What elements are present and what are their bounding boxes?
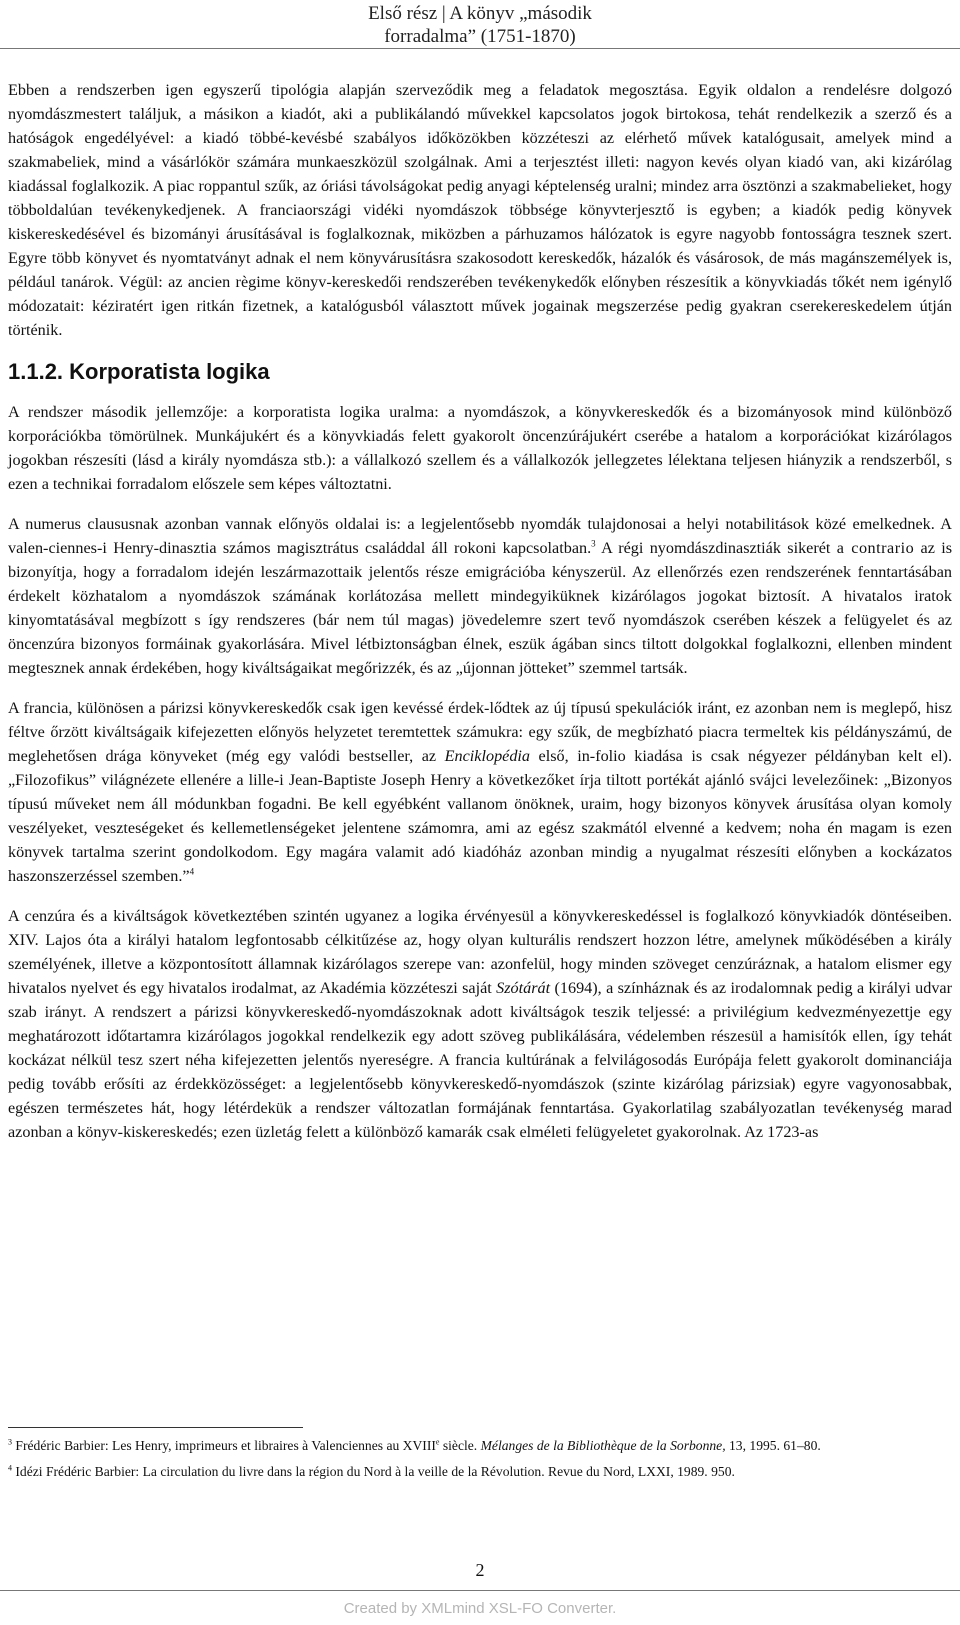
paragraph-5 — [8, 904, 952, 1144]
footnote-4 — [8, 1462, 952, 1482]
footnote-3-superscript: e — [435, 1437, 440, 1447]
footnote-divider — [8, 1427, 303, 1428]
paragraph-5-text-b: (1694), a színháznak és az irodalomnak pedig a királyi udvar szab irányt. A rendszert a párizsi könyvkereskedő-nyomdászoknak adott kiváltságok teszik teljessé: a privilégium kedvezményezettje egy meghatározott időtartamra kizárólagos jogokkal rendelkezik egy adott szöveg publikálására, védelemben részesül a hamisítók ellen, így tehát kockázat nélkül tesz szert néha kifejezetten jelentős nyereségre. A francia kultúrának a felvilágosodás Európája felett gyakorolt dominanciája pedig tovább erősíti az érdekközösséget: a legjelentősebb könyvkereskedő-nyomdászok (szinte kizárólag párizsiak) egyre vagyonosabbak, egészen természetes hát, hogy létérdekük a rendszer változatlan formájának fenntartása. Gyakorlatilag szabályozatlan tevékenység marad azonban a könyv-kiskereskedés; ezen üzletág felett a különböző kamarák csak elméleti felügyeletet gyakorolnak. Az 1723-as — [8, 979, 952, 1141]
paragraph-3-text-b: A régi nyomdászdinasztiák sikerét — [595, 539, 837, 557]
section-heading: 1.1.2. Korporatista logika — [8, 359, 270, 384]
paragraph-5-text-a: A cenzúra és a kiváltságok következtében szintén ugyanez a logika érvényesül a könyvkereskedéssel is foglalkozó könyvkiadók döntéseiben. XIV. Lajos óta a királyi hatalom legfontosabb célkitűzése az, hogy olyan kulturális rendszert hozzon létre, amelynek működésében a király személyének, illetve a központosított államnak kizárólagos szerepe van: azonfelül, hogy minden szöveget cenzúráznak, a hatalom elismer egy hivatalos nyelvet és egy hivatalos irodalmat, az Akadémia közzéteszi saját — [8, 907, 952, 997]
footnote-ref-4[interactable]: 4 — [189, 866, 195, 877]
footnote-ref-3[interactable]: 3 — [591, 538, 596, 549]
footnote-3-text-b: siècle. — [439, 1438, 481, 1453]
paragraph-3 — [8, 512, 952, 680]
footnote-4-text: Idézi Frédéric Barbier: La circulation du livre dans la région du Nord à la veille de la Révolution. Revue du Nord, LXXI, 1989. 950. — [12, 1464, 735, 1479]
footer-divider — [0, 1590, 960, 1591]
paragraph-3-text-c: az is bizonyítja, hogy a forradalom idején leszármazottaik jelentős része emigrációba kényszerül. Az ellenőrzés ezen rendszerének fenntartásában érdekelt közhatalom a nyomdászok számának korlátozása mellett mindegyiküknek kizárólagos jogokat biztosít. A hivatalos iratok kinyomtatásával megbízott s így rendszeres (bár nem túl magas) jövedelemre szert tevő nyomdászok cserében készek a felügyelet és az öncenzúra bizonyos formáinak gyakorlására. Mivel létbiztonságban élnek, eszük ágában sincs tiltott dolgokkal foglalkozni, ellenben mindent megtesznek annak érdekében, hogy kiváltságaikat megőrizzék, és az „újonnan jötteket” szemmel tartsák. — [8, 539, 952, 677]
paragraph-3-latin-term: a contrario — [836, 539, 915, 557]
footnotes — [8, 1436, 952, 1488]
paragraph-4 — [8, 696, 952, 888]
creator-credit: Created by XMLmind XSL-FO Converter. — [343, 1600, 617, 1617]
footnote-3 — [8, 1436, 952, 1456]
running-header — [0, 0, 960, 48]
main-content — [8, 78, 952, 1160]
header-divider — [0, 48, 960, 49]
footnote-3-number: 3 — [8, 1437, 12, 1447]
footnote-3-text-c: 13, 1995. 61–80. — [725, 1438, 821, 1453]
paragraph-4-text-a: A francia, különösen a párizsi könyvkereskedők csak igen kevéssé érdek-lődtek az új típusú spekulációk iránt, ez azonban nem is meglepő, hisz féltve őrzött kiváltságaik kifejezetten előnyös helyzetet teremtettek számukra: egy szűk, de megbízható piacra termeltek kis példányszámú, de meglehetősen drága könyveket (még egy valódi bestseller, az — [8, 699, 952, 765]
paragraph-4-italic-title: Enciklopédia — [444, 747, 531, 765]
footnote-3-text-a: Frédéric Barbier: Les Henry, imprimeurs et libraires à Valenciennes au XVIII — [12, 1438, 436, 1453]
paragraph-5-italic-title: Szótárát — [496, 979, 551, 997]
footnote-3-journal: Mélanges de la Bibliothèque de la Sorbonne, — [480, 1438, 726, 1453]
paragraph-3-text-a: A numerus claususnak azonban vannak előnyös oldalai is: a legjelentősebb nyomdák tulajdonosai a helyi notabilitások közé emelkednek. A valen-ciennes-i Henry-dinasztia számos magisztrátus családdal áll rokoni kapcsolatban. — [8, 515, 952, 557]
paragraph-4-text-b: első, in-folio kiadása is csak négyezer példányban kelt el). „Filozofikus” világnézete ellenére a lille-i Jean-Baptiste Joseph Henry a következőket írja tiltott portékát ajánló svájci levelezőinek: „Bizonyos típusú műveket nem áll módunkban fogadni. Be kell egyébként vallanom önöknek, uraim, hogy bizonyos könyvek árusítása olyan komoly veszélyeket, veszteségeket és kellemetlenségeket jelentene számomra, ami az egész szakmától elvenné a kedvem; noha én magam is ezen könyvek tartalma szerint gondolkodom. Egy magára valamit adó kiadóház azonban mindig a nyugalmat részesíti előnyben a kockázatos haszonszerzéssel szemben.” — [8, 747, 952, 885]
running-title: Első rész | A könyv „második forradalma” (1751-1870) — [368, 3, 592, 47]
paragraph-1: Ebben a rendszerben igen egyszerű tipológia alapján szerveződik meg a feladatok megosztása. Egyik oldalon a rendelésre dolgozó nyomdászmestert találjuk, a másikon a kiadót, aki a publikálandó művekkel kapcsolatos jogok birtokosa, tehát rendelkezik a szerző és a hatóságok engedélyével: a kiadó többé-kevésbé szabályos időközökben közzéteszi az elérhető művek katalógusait, amelyek mind a szakmabeliek, mind a vásárlókör számára munkaeszközül szolgálnak. Ami a terjesztést illeti: nagyon kevés olyan kiadó van, aki kizárólag kiadással foglalkozik. A piac roppantul szűk, az óriási távolságokat pedig anyagi képtelenség uralni; mindez arra ösztönzi a szakmabelieket, hogy többoldalúan tevékenykedjenek. A franciaországi vidéki nyomdászok többsége könyvterjesztő is egyben; a kiadók pedig könyvek kiskereskedésével és bizományi árusításával is foglalkoznak, miközben a párhuzamos hálózatok is egyre nagyobb fontosságra tesznek szert. Egyre több könyvet és nyomtatványt adnak el nem könyvárusításra szakosodott kereskedők, házalók és vásárosok, de más magánszemélyek is, például tanárok. Végül: az ancien règime könyv-kereskedői rendszerében tevékenykedők előnyben részesítik a könyvkiadás tőkét nem igénylő módozatait: kéziratért igen ritkán fizetnek, a katalógusból választott művek jogainak megszerzése pedig gyakran cserekereskedelem útján történik. — [8, 81, 952, 339]
page-number: 2 — [475, 1560, 485, 1580]
footnote-4-number: 4 — [8, 1463, 12, 1473]
paragraph-2: A rendszer második jellemzője: a korporatista logika uralma: a nyomdászok, a könyvkereskedők és a bizományosok mind különböző korporációkba tömörülnek. Munkájukért és a könyvkiadás felett gyakorolt öncenzúrájukért cserébe a hatalom a korporációkat kizárólagos jogokban részesíti (lásd a király nyomdásza stb.): a vállalkozó szellem és a vállalkozók jellegzetes lélektana teljesen hiányzik a rendszerből, s ezen a technikai forradalom előszele sem képes változtatni. — [8, 403, 952, 493]
